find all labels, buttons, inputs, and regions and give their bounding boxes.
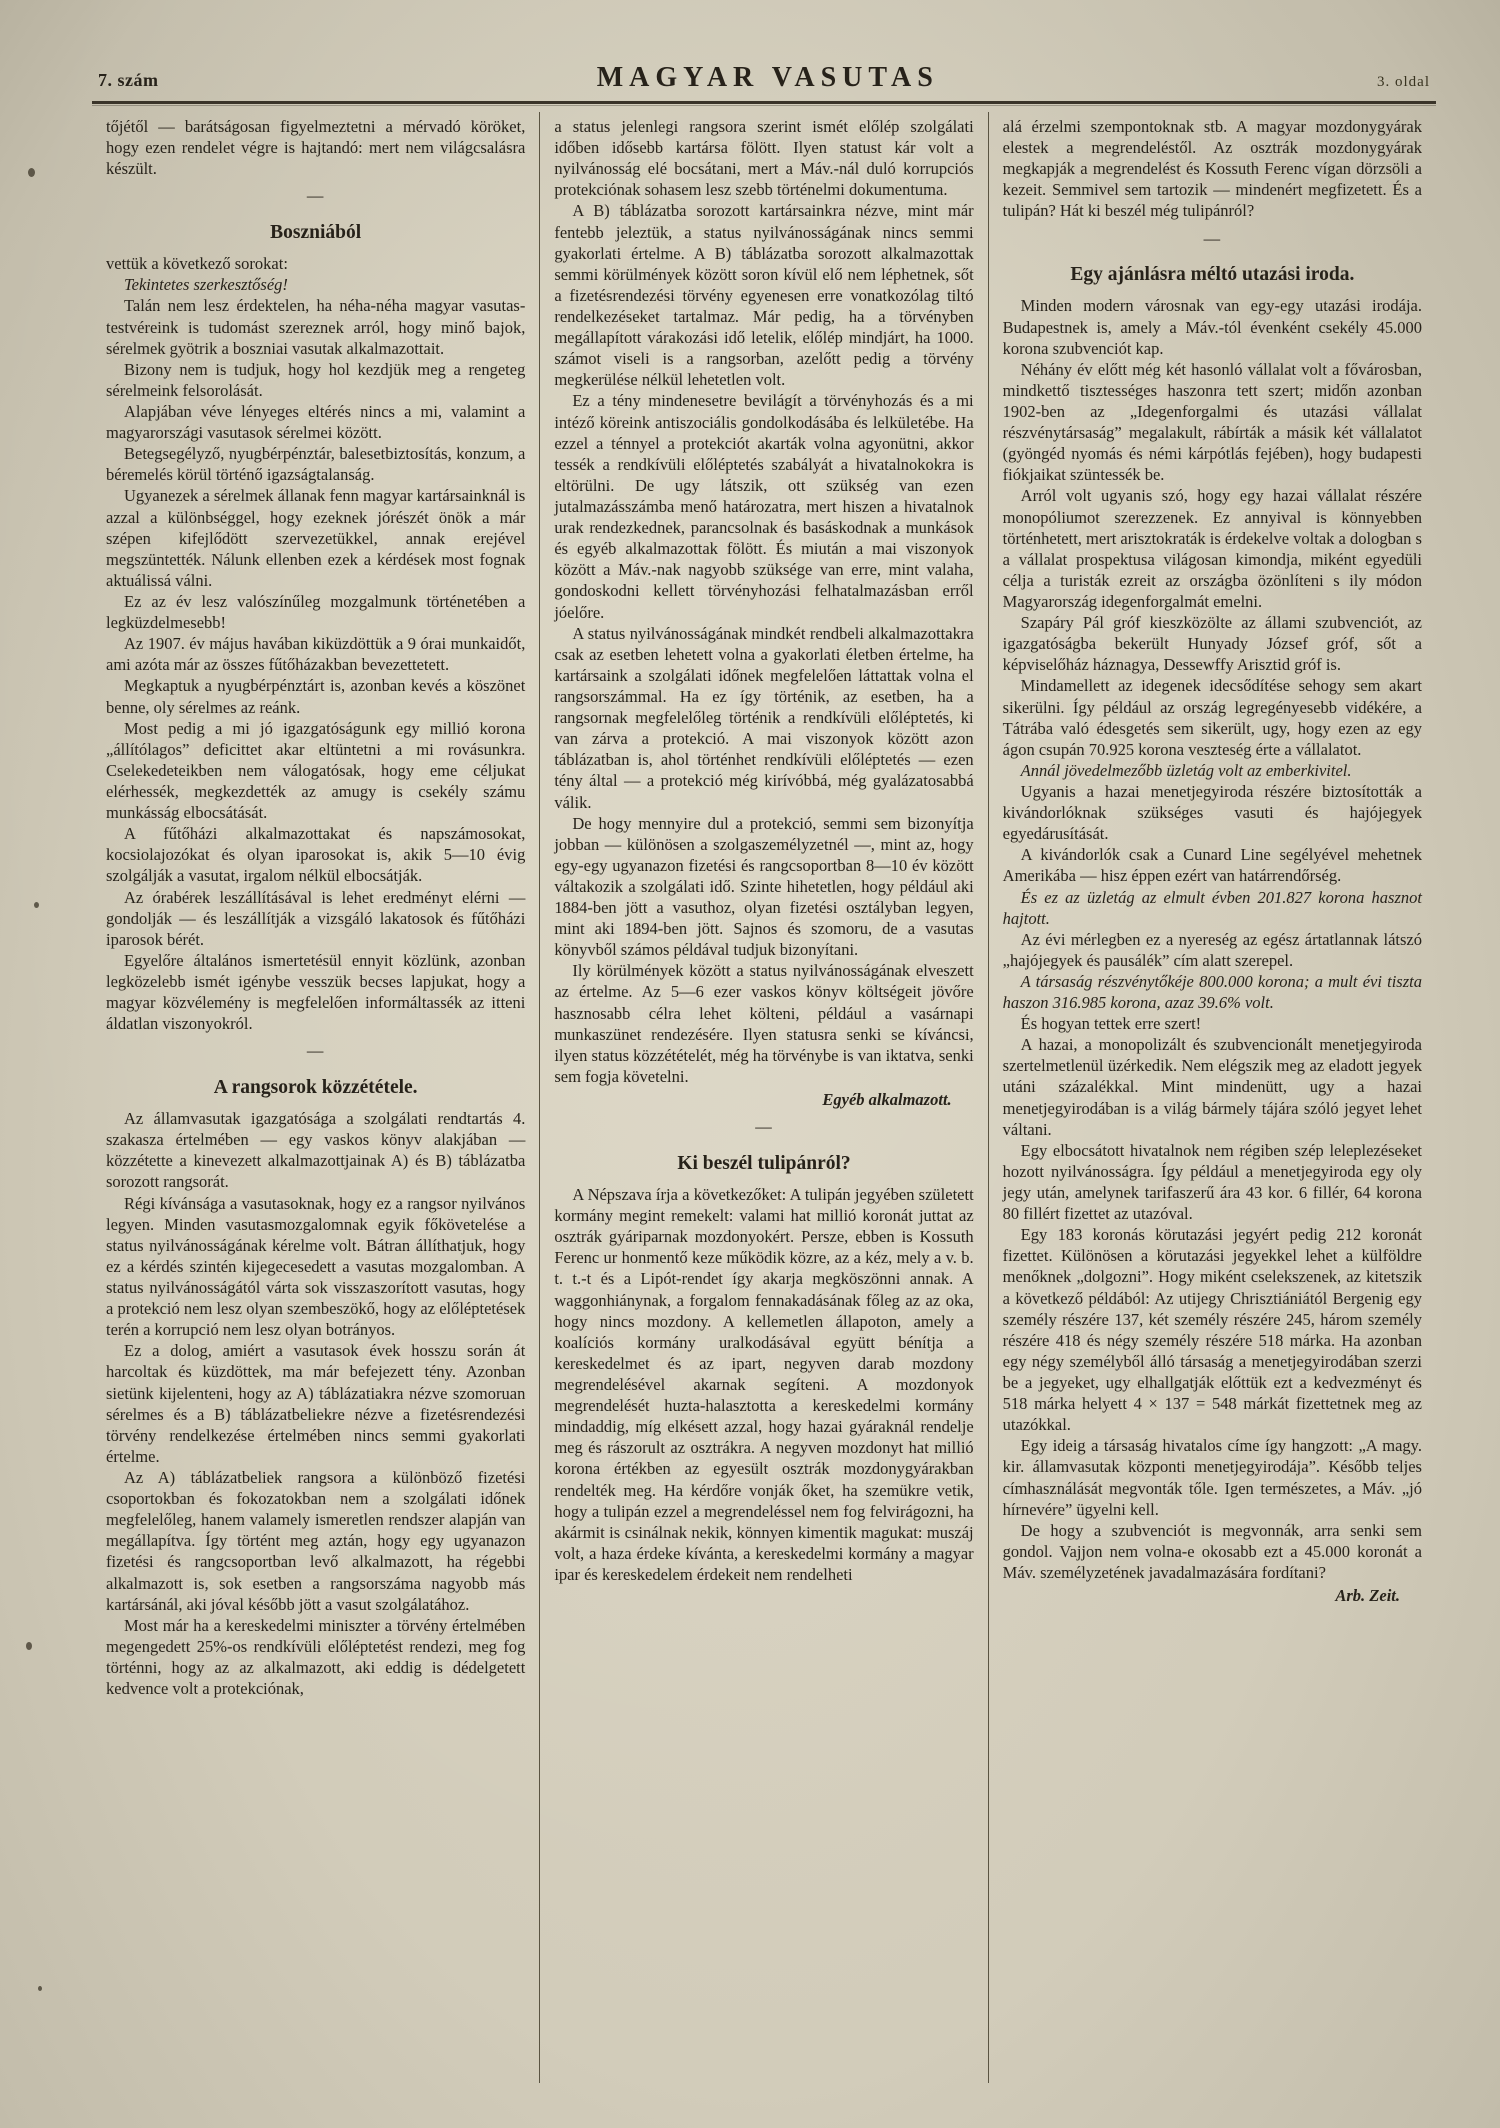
paragraph: Ez a dolog, amiért a vasutasok évek hosszu során át harcoltak és küzdöttek, ma már befejezett tény. Azonban sietünk kijelenteni, hogy az A) táblázatiakra nézve szomoruan sérelmes és a B) táblázatbeliekre nézve a fizetésrendezési törvény rendelkezése értelmében nincs semmi gyakorlati értelme. [106, 1341, 526, 1466]
paragraph: A kivándorlók csak a Cunard Line segélyével mehetnek Amerikába — hisz éppen ezért van határrendőrség. [1002, 845, 1422, 886]
paragraph: A Népszava írja a következőket: A tulipán jegyében született kormány megint remekelt: valami hat millió koronát juttat az osztrák gyáriparnak mozdonyokért. Persze, ebben is Kossuth Ferenc ur honmentő keze működik közre, az a kéz, mely a v. b. t. t.-t és a Lipót-rendet így akarja megköszönni annak. A waggonhiánynak, a forgalom fennakadásának főleg az az oka, hogy nincs mozdony. A kellemetlen állapoton, amely a koalíciós kormány uralkodásával együtt bénítja a kereskedelmet és az ipart, negyven darab mozdony megrendelésével akarnak segíteni. A mozdonyok megrendelését huzta-halasztotta a kereskedelmi kormány mindaddig, míg elkésett azzal, hogy hazai gyáraknál rendelje meg és rászorult az osztrákra. A negyven mozdonyt hat millió korona értékben az egyesült osztrák mozdonygyárakban rendelték meg. Ha kérdőre vonják őket, ha szemükre vetik, hogy a tulipán ezzel a megrendeléssel nem fog felvirágozni, ha akármit is csinálnak nekik, könnyen kimentik magukat: muszáj volt, a haza érdeke kívánta, a kereskedelmi kormány a magyar ipar és kereskedelem érdekeit nem rendelheti [554, 1185, 974, 1584]
section-separator: — [755, 1117, 773, 1137]
paper-speck [28, 168, 35, 177]
section-separator: — [1203, 228, 1222, 248]
newspaper-page [92, 62, 1436, 2092]
section-heading: Boszniából [270, 221, 362, 243]
paragraph: Bizony nem is tudjuk, hogy hol kezdjük meg a rengeteg sérelmeink felsorolását. [106, 359, 526, 400]
paragraph: Most pedig a mi jó igazgatóságunk egy millió korona „állítólagos” deficittet akar eltüntetni a mi rovásunkra. Cselekedeteikben nem válogatósak, hogy eme céljukat elérhessék, megkezdették az amugy is csekély számu munkásság elbocsátását. [106, 718, 526, 823]
paragraph: De hogy mennyire dul a protekció, semmi sem bizonyítja jobban — különösen a szolgaszemélyzetnél —, mint az, hogy egy-egy ugyanazon fizetési és rangcsoportban 8—10 év között váltakozik a szolgálati idő. Szinte hihetetlen, hogy például aki 1884-ben jött a vasuthoz, olyan fizetési osztályban legyen, mint aki 1894-ben jött. Sajnos és szomoru, de a vasutas könyvből számos példával tudjuk bizonyítani. [554, 813, 974, 960]
paper-speck [34, 902, 39, 908]
paragraph: A fűtőházi alkalmazottakat és napszámosokat, kocsiolajozókat és olyan iparosokat is, akik 5—10 évig szolgálják a vasutat, irgalom nélkül elbocsátják. [106, 824, 526, 886]
paragraph: Egyelőre általános ismertetésül ennyit közlünk, azonban legközelebb ismét igénybe vesszük becses lapjukat, hogy a magyar közvélemény is megfelelően informáltassék az itteni áldatlan viszonyokról. [106, 950, 526, 1034]
paragraph-continued: alá érzelmi szempontoknak stb. A magyar mozdonygyárak elestek a megrendeléstől. Az osztrák mozdonygyárak megkapják a megrendelést és Kossuth Ferenc vígan dörzsöli a kezeit. Semmivel sem tartozik — mindenért megfizetett. És a tulipán? Hát ki beszél még tulipánról? [1002, 117, 1422, 221]
paragraph: De hogy a szubvenciót is megvonnák, arra senki sem gondol. Vajjon nem volna-e okosabb ezt a 45.000 koronát a Máv. személyzetének javadalmazására fordítani? [1002, 1520, 1422, 1582]
paragraph: Egy elbocsátott hivatalnok nem régiben szép leleplezéseket hozott nyilvánosságra. Így például a menetjegyiroda egy oly jegy után, amelynek tarifaszerű ára 43 kor. 6 fillér, 64 korona 80 fillért fizettet az utazóval. [1002, 1140, 1422, 1224]
section-heading: A rangsorok közzététele. [213, 1076, 418, 1098]
section-heading: Ki beszél tulipánról? [677, 1152, 851, 1174]
section-separator: — [306, 186, 325, 206]
paragraph: A hazai, a monopolizált és szubvencionált menetjegyiroda szertelmetlenül üzérkedik. Nem elégszik meg az eladott jegyek utáni százalékkal. Mint mindenütt, ugy a hazai menetjegyirodában is a világ bármely tájára szóló jegyet lehet váltani. [1002, 1035, 1422, 1139]
salutation: Tekintetes szerkesztőség! [124, 275, 288, 295]
paragraph: Ez a tény mindenesetre bevilágít a törvényhozás és a mi intéző köreink antiszociális gondolkodásába és lelkületébe. Ha ezzel a ténnyel a protekciót akarták volna agyonütni, akkor tessék a rendkívüli előléptetés szabályát a hivatalnokokra is eltörülni. De ugy látszik, ott szükség van ezen jutalmazásszámba menő határozatra, mert hiszen a hivatalnok urak rendezkednek, parancsolnak és basáskodnak a munkások és egyéb alkalmazottak fölött. És miután a mai viszonyok között a Máv.-nak nagyobb szüksége van erre, mint valaha, gondoskodni kellett törvényhozási felhatalmazásban erről jóelőre. [554, 391, 974, 622]
paragraph: Az A) táblázatbeliek rangsora a különböző fizetési csoportokban és fokozatokban nem a szolgálati időnek megfelelőleg, hanem valamely ismeretlen rendszer alapján van megállapítva. Így történt meg aztán, hogy egy ugyanazon fizetési és rangcsoportban levő alkalmazott, ha régebbi alkalmazott is, sok esetben a rangsorszáma nagyobb más kartársánál, aki jóval később jött a vasut szolgálatához. [106, 1468, 526, 1614]
paper-title: MAGYAR VASUTAS [596, 62, 939, 93]
paragraph: Minden modern városnak van egy-egy utazási irodája. Budapestnek is, amely a Máv.-tól évenként csekély 45.000 korona szubvenciót kap. [1002, 296, 1422, 358]
paragraph: Talán nem lesz érdektelen, ha néha-néha magyar vasutas-testvéreink is tudomást szereznek arról, hogy minő bajok, sérelmek gyötrik a boszniai vasutak alkalmazottait. [106, 296, 526, 358]
masthead-rule [92, 101, 1436, 106]
paragraph: Az államvasutak igazgatósága a szolgálati rendtartás 4. szakasza értelmében — egy vaskos könyv alakjában — közzétette a kinevezett alkalmazottjainak A) és B) táblázatba sorozott rangsorát. [106, 1109, 526, 1192]
italic-paragraph: Annál jövedelmezőbb üzletág volt az emberkivitel. [1020, 760, 1352, 780]
paragraph: Arról volt ugyanis szó, hogy egy hazai vállalat részére monopóliumot szerezzenek. Ez annyival is könnyebben történhetett, mert arisztokraták is érdekelve voltak a dologban s a vállalat prospektusa világosan kimondja, miként egyedüli célja a turisták ezreit az országba özönlíteni s ily módon Magyarország idegenforgalmát emelni. [1002, 486, 1422, 611]
paragraph: Egy ideig a társaság hivatalos címe így hangzott: „A magy. kir. államvasutak központi menetjegyirodája”. Később teljes címhasználását megvonták tőle. Igen természetes, a Máv. „jó hírnevére” ügyelni kell. [1002, 1436, 1422, 1519]
paragraph: Az évi mérlegben ez a nyereség az egész ártatlannak látszó „hajójegyek és pausálék” cím alatt szerepel. [1002, 929, 1422, 970]
paper-speck [26, 1642, 32, 1650]
signature: Arb. Zeit. [1335, 1586, 1400, 1606]
paragraph: Mindamellett az idegenek idecsődítése sehogy sem akart sikerülni. Így például az ország legregényesebb vidékére, a Tátrába való édesgetés sem sikerült, ugy, hogy ezen az egy ágon csupán 70.925 korona veszteség érte a vállalatot. [1002, 676, 1422, 759]
columns [92, 108, 1436, 2083]
paragraph: A status nyilvánosságának mindkét rendbeli alkalmazottakra csak az esetben lehetett volna a gyakorlati életben értelme, ha kartársaink a szolgálati időnek megfelelően láttattak volna el rangsorszámmal. Ha ez így történik, az esetben, ha a rangsornak megfelelőleg történik a rendkívüli előléptetés, ki van zárva a protekció. A mai viszonyok között azon táblázatban is, ahol történhet rendkívüli előléptetés — ezen tény által — a protekció még kirívóbbá, még gyalázatosabbá válik. [554, 623, 974, 812]
paragraph: Szapáry Pál gróf kieszközölte az állami szubvenciót, az igazgatóságba bekerült Hunyady József gróf, sőt a képviselőház háznagya, Dessewffy Arisztid gróf is. [1002, 613, 1422, 675]
paragraph: Most már ha a kereskedelmi miniszter a törvény értelmében megengedett 25%-os rendkívüli előléptetést rendezi, meg fog történni, hogy az az alkalmazott, aki eddig is dédelgetett kedvence volt a protekciónak, [106, 1615, 526, 1699]
paper-speck [38, 1986, 42, 1991]
column-2 [540, 108, 987, 2083]
paragraph: Ez az év lesz valószínűleg mozgalmunk történetében a legküzdelmesebb! [106, 591, 526, 633]
paragraph: És hogyan tettek erre szert! [1020, 1014, 1202, 1034]
section-heading: Egy ajánlásra méltó utazási iroda. [1070, 264, 1355, 286]
issue-number: 7. szám [98, 70, 159, 90]
column-1 [92, 108, 539, 2083]
italic-paragraph: És ez az üzletág az elmult évben 201.827 korona hasznot hajtott. [1002, 887, 1422, 928]
signature: Egyéb alkalmazott. [822, 1090, 952, 1110]
paragraph-continued: vettük a következő sorokat: [106, 254, 288, 274]
page-number: 3. oldal [1377, 74, 1430, 90]
paragraph: Az órabérek leszállításával is lehet eredményt elérni — gondolják — és leszállítják a vizsgáló lakatosok és fűtőházi iparosok bérét. [106, 887, 526, 949]
paragraph: Betegsegélyző, nyugbérpénztár, balesetbiztosítás, konzum, a béremelés körül történő igazságtalanság. [106, 444, 526, 485]
paragraph: A B) táblázatba sorozott kartársainkra nézve, mint már fentebb jeleztük, a status nyilvánosságának nincs semmi gyakorlati értelme. A B) táblázatba sorozott alkalmazottak semmi körülmények között soron kívül elő nem léphetnek, sőt a fizetésrendezési törvény egyenesen erre vonatkozólag tiltó rendelkezéseket tartalmaz. Már pedig, ha a törvényben megállapított várakozási idő letelik, előlép mindjárt, ha 1000. számot viseli is a rangsorban, azelőtt pedig a törvény megkerülése nélkül lehetetlen volt. [554, 201, 974, 390]
paragraph: Megkaptuk a nyugbérpénztárt is, azonban kevés a köszönet benne, oly sérelmes az reánk. [106, 676, 526, 717]
paragraph: Alapjában véve lényeges eltérés nincs a mi, valamint a magyarországi vasutasok sérelmei között. [106, 401, 526, 443]
paragraph: Néhány év előtt még két hasonló vállalat volt a fővárosban, mindkettő tisztességes haszonra tett szert; midőn azonban 1902-ben az „Idegenforgalmi és utazási vállalat részvénytársaság” megalakult, rábírták a másik két vállalatot (gyöngéd nyomás és némi kárpótlás fejében), hogy budapesti fiókjaikat szüntessék be. [1002, 359, 1422, 485]
paragraph-continued: a status jelenlegi rangsora szerint ismét előlép szolgálati időben idősebb kartársa fölött. Ilyen statust kár volt a nyilvánosság elé bocsátani, mert a Máv.-nál duló korrupciós protekciónak sohasem lesz szebb történelmi dokumentuma. [554, 117, 974, 200]
masthead [92, 62, 1436, 101]
paragraph-continued: tőjétől — barátságosan figyelmeztetni a mérvadó köröket, hogy ezen rendelet végre is hajtandó: mert nem világcsalásra készült. [106, 117, 526, 179]
column-3 [989, 108, 1436, 2083]
paragraph: Ily körülmények között a status nyilvánosságának elveszett az értelme. Az 5—6 ezer vaskos könyv költségeit jövőre hasznosabb célra lehet költeni, például a vasárnapi munkaszünet rendezésére. Ilyen statusra senki se kíváncsi, ilyen status közzétételét, még ha törvénybe is van iktatva, senki sem fogja követelni. [554, 961, 974, 1086]
paragraph: Az 1907. év május havában kiküzdöttük a 9 órai munkaidőt, ami azóta már az összes fűtőházakban bevezettetett. [106, 634, 526, 675]
paragraph: Ugyanezek a sérelmek állanak fenn magyar kartársainknál is azzal a különbséggel, hogy ezeknek jórészét önök a már szépen kifejlődött szervezetükkel, annak erejével megszüntették. Nálunk ellenben ezek a kérdések most fognak aktuálissá válni. [106, 486, 526, 590]
italic-paragraph: A társaság részvénytőkéje 800.000 korona; a mult évi tiszta haszon 316.985 korona, azaz 39.6% volt. [1002, 971, 1422, 1013]
paragraph: Ugyanis a hazai menetjegyiroda részére biztosították a kivándorlóknak szükséges vasuti és hajójegyek egyedárusítását. [1002, 781, 1422, 844]
section-separator: — [306, 1041, 325, 1061]
paragraph: Egy 183 koronás körutazási jegyért pedig 212 koronát fizettet. Különösen a körutazási jegyekkel lehet a külföldre menőknek „dolgozni”. Hogy miként cselekszenek, az kitetszik a következő példából: Az utijegy Chrisztiániától Bergenig egy személy részére 137, két személy részére 245, három személy részére 418 és négy személy részére 518 márka. Ha azonban egy négy személyből álló társaság a menetjegyirodában szerzi be a jegyeket, ugy elhallgatják előttük ezt a kedvezményt és 518 márka helyett 4 × 137 = 548 márkát fizettetnek meg az utazókkal. [1002, 1225, 1422, 1435]
paragraph: Régi kívánsága a vasutasoknak, hogy ez a rangsor nyilvános legyen. Minden vasutasmozgalomnak egyik főkövetelése a status nyilvánosságának kérelme volt. Bátran állíthatjuk, hogy ez a kérdés szintén kijegecesedett a vasutas mozgalomban. A status nyilvánosságától várta sok visszaszorított vasutas, hogy a protekció nem lesz olyan szembeszökő, hogy az előléptetések terén a korrupció nem lesz olyan botrányos. [106, 1193, 526, 1340]
